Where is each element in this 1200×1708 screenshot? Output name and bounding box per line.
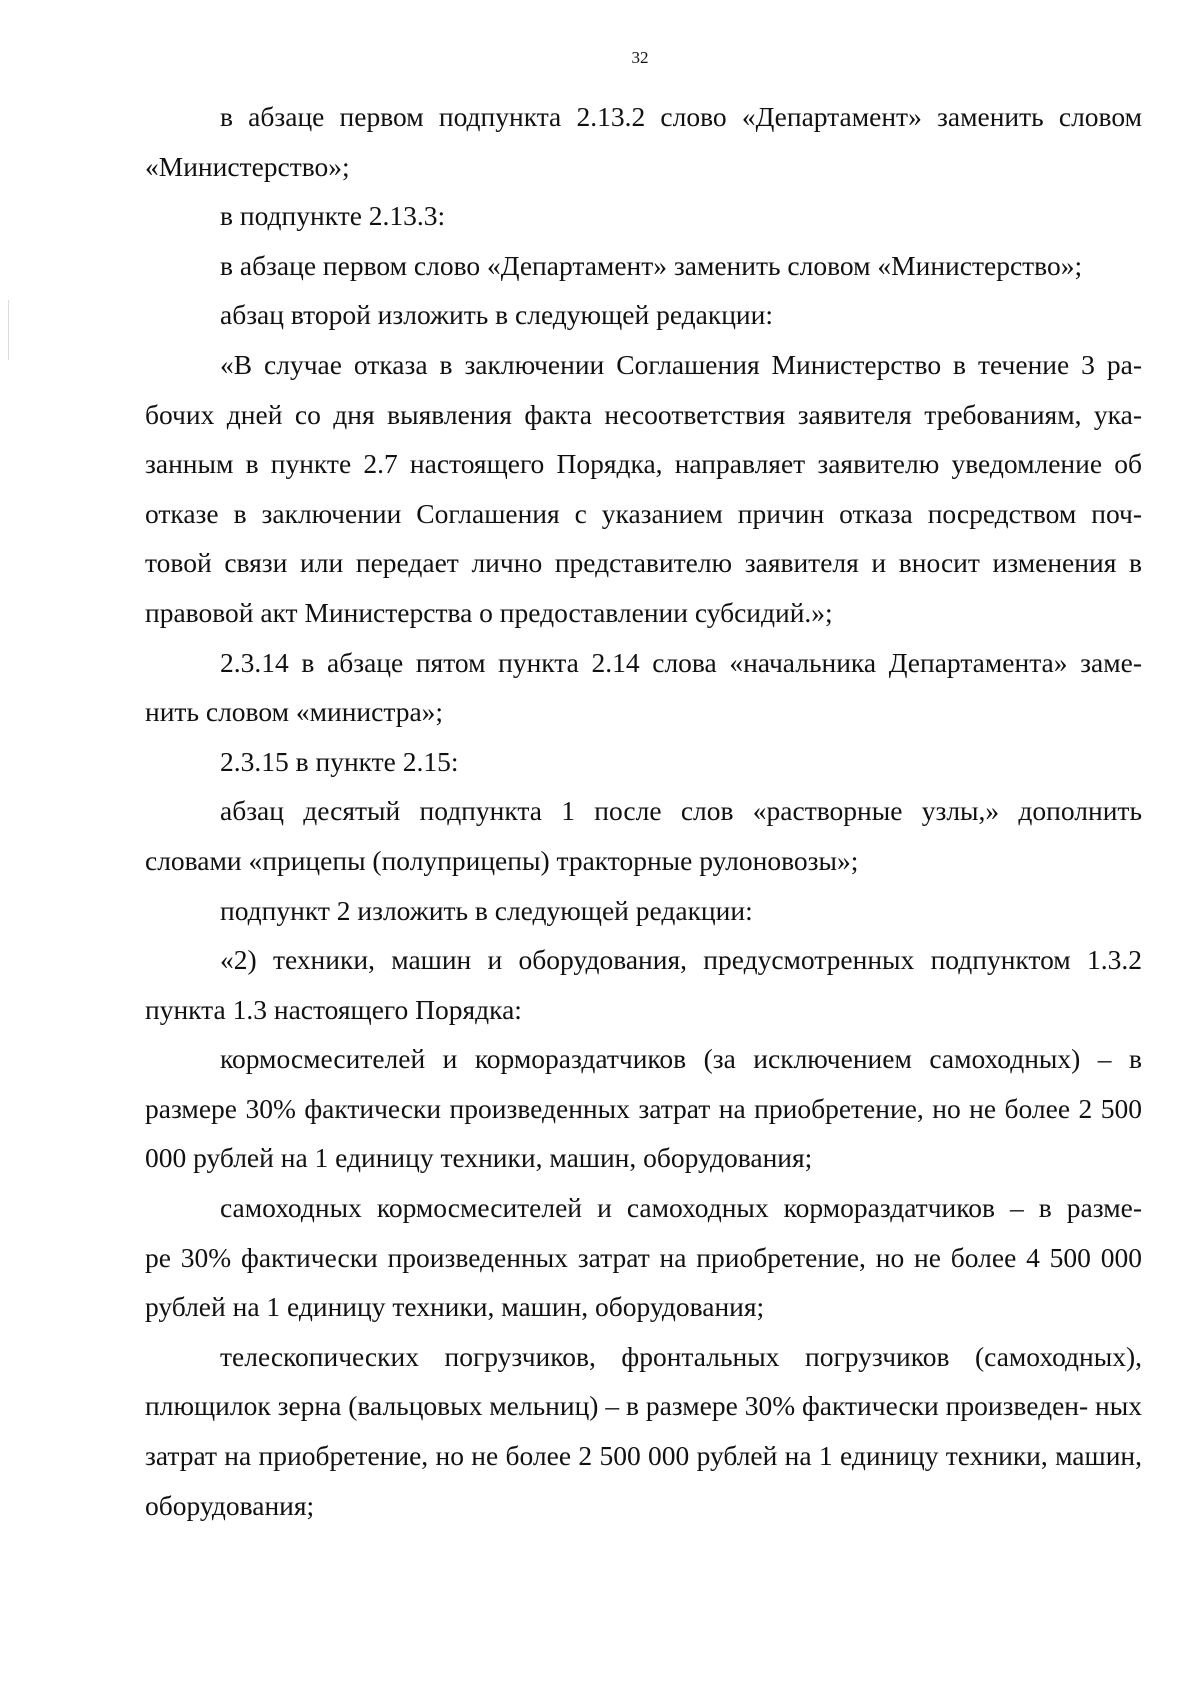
paragraph-first-line: телескопических погрузчиков, фронтальных погрузчиков (самоходных), (220, 1340, 1142, 1372)
paragraph-continuation: пункта 1.3 настоящего Порядка: (145, 993, 522, 1025)
paragraph (145, 786, 1142, 885)
paragraph (145, 935, 1142, 1034)
paragraph (145, 290, 1142, 340)
paragraph-continuation: бочих дней со дня выявления факта несоответствия заявителя требованиям, ука- занным в пункте 2.7 настоящего Порядка, направляет заявителю уведомление об отказе в заключении Соглашения с указанием причин отказа посредством поч- товой связи или передает лично представителю заявителя и вносит изменения в правовой акт Министерства о предоставлении субсидий.»; (145, 398, 1142, 628)
paragraph-continuation: ре 30% фактически произведенных затрат на приобретение, но не более 4 500 000 рублей на 1 единицу техники, машин, оборудования; (145, 1241, 1142, 1323)
paragraph-continuation: плющилок зерна (вальцовых мельниц) – в размере 30% фактически произведен- ных затрат на приобретение, но не более 2 500 000 рублей на 1 единицу техники, машин, оборудования; (145, 1390, 1142, 1521)
paragraph-first-line: абзац десятый подпункта 1 после слов «растворные узлы,» дополнить (220, 795, 1142, 827)
paragraph-first-line: самоходных кормосмесителей и самоходных кормораздатчиков – в разме- (220, 1192, 1142, 1224)
paragraph-continuation: словами «прицепы (полуприцепы) тракторные рулоновозы»; (145, 844, 859, 876)
paragraph (145, 886, 1142, 936)
paragraph (145, 92, 1142, 191)
paragraph (145, 737, 1142, 787)
scan-margin-mark (8, 300, 9, 360)
paragraph-first-line: «2) техники, машин и оборудования, предусмотренных подпунктом 1.3.2 (220, 944, 1142, 976)
paragraph-continuation: нить словом «министра»; (145, 696, 444, 728)
document-body (145, 92, 1142, 1530)
paragraph-first-line: в подпункте 2.13.3: (220, 200, 446, 232)
paragraph-first-line: 2.3.15 в пункте 2.15: (220, 745, 459, 777)
paragraph (145, 340, 1142, 638)
paragraph-first-line: 2.3.14 в абзаце пятом пункта 2.14 слова «начальника Департамента» заме- (220, 646, 1142, 678)
paragraph (145, 1332, 1142, 1530)
paragraph-first-line: кормосмесителей и кормораздатчиков (за исключением самоходных) – в (220, 1043, 1142, 1075)
paragraph (145, 241, 1142, 291)
paragraph-first-line: «В случае отказа в заключении Соглашения Министерство в течение 3 ра- (220, 348, 1142, 380)
paragraph-first-line: в абзаце первом слово «Департамент» заменить словом «Министерство»; (220, 249, 1083, 281)
paragraph (145, 1034, 1142, 1183)
paragraph-continuation: «Министерство»; (145, 150, 350, 182)
paragraph (145, 1183, 1142, 1332)
paragraph-first-line: подпункт 2 изложить в следующей редакции: (220, 894, 753, 926)
paragraph (145, 638, 1142, 737)
paragraph-continuation: размере 30% фактически произведенных затрат на приобретение, но не более 2 500 000 рублей на 1 единицу техники, машин, оборудования; (145, 1092, 1142, 1174)
page-number: 32 (631, 48, 649, 67)
paragraph (145, 191, 1142, 241)
paragraph-first-line: в абзаце первом подпункта 2.13.2 слово «Департамент» заменить словом (220, 101, 1142, 132)
paragraph-first-line: абзац второй изложить в следующей редакции: (220, 299, 774, 331)
